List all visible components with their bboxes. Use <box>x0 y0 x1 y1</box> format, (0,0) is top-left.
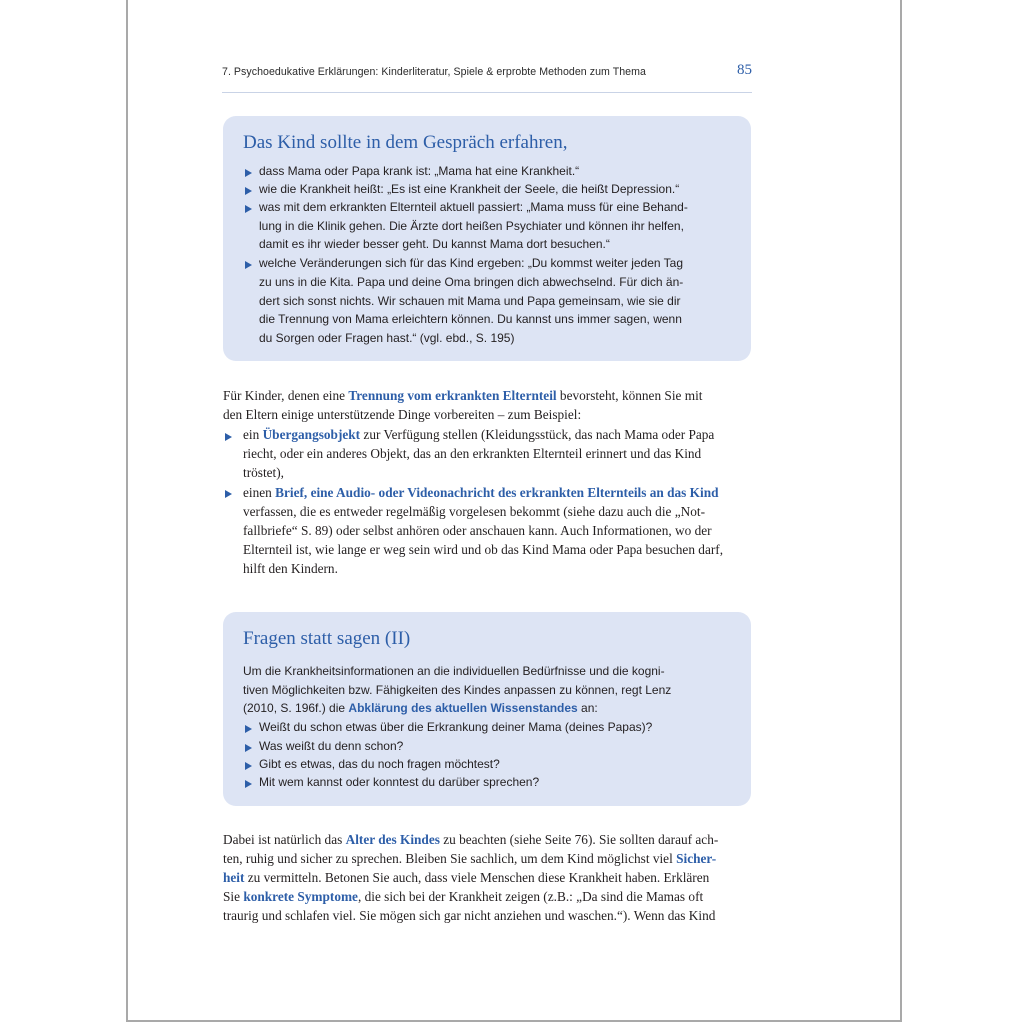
running-header <box>222 62 752 93</box>
text-run: zu beachten (siehe Seite 76). Sie sollten darauf ach- <box>439 832 719 847</box>
text-line: tröstet), <box>243 465 284 480</box>
text-line: riecht, oder ein anderes Objekt, das an den erkrankten Elternteil erinnert und das Kind <box>243 446 702 461</box>
list-item-continuation: lung in die Klinik gehen. Die Ärzte dort heißen Psychiater und können ihr helfen, <box>259 219 684 233</box>
box-title: Fragen statt sagen (II) <box>243 628 411 649</box>
text-line: den Eltern einige unterstützende Dinge vorbereiten – zum Beispiel: <box>223 407 582 422</box>
info-box-conversation <box>223 116 751 361</box>
info-box-questions <box>223 612 751 806</box>
bullet-icon <box>245 169 252 177</box>
list-item: was mit dem erkrankten Elternteil aktuell passiert: „Mama muss für eine Behand- <box>259 200 688 214</box>
bullet-icon <box>245 762 252 770</box>
text-run: , die sich bei der Krankheit zeigen (z.B.: „Da sind die Mamas oft <box>357 889 704 904</box>
text-run: Dabei ist natürlich das <box>223 832 346 847</box>
text-line: hilft den Kindern. <box>243 561 338 576</box>
bullet-icon <box>245 205 252 213</box>
question-item: Weißt du schon etwas über die Erkrankung deiner Mama (deines Papas)? <box>259 720 653 734</box>
text-run: zur Verfügung stellen (Kleidungsstück, das nach Mama oder Papa <box>360 427 715 442</box>
list-item-continuation: zu uns in die Kita. Papa und deine Oma bringen dich abwechselnd. Für dich än- <box>259 275 684 289</box>
bullet-icon <box>245 744 252 752</box>
question-item: Was weißt du denn schon? <box>259 739 404 753</box>
keyword-highlight: Sicher- <box>676 851 717 866</box>
keyword-highlight: Übergangsobjekt <box>262 427 361 442</box>
text-line: tiven Möglichkeiten bzw. Fähigkeiten des Kindes anpassen zu können, regt Lenz <box>243 683 672 697</box>
bullet-icon <box>225 433 232 441</box>
text-run: ten, ruhig und sicher zu sprechen. Bleiben Sie sachlich, um dem Kind möglichst viel <box>223 851 677 866</box>
list-item: wie die Krankheit heißt: „Es ist eine Krankheit der Seele, die heißt Depression.“ <box>259 182 680 196</box>
text-run: Für Kinder, denen eine <box>223 388 349 403</box>
text-line: Elternteil ist, wie lange er weg sein wird und ob das Kind Mama oder Papa besuchen darf, <box>243 542 724 557</box>
page-number: 85 <box>737 62 752 78</box>
box-title: Das Kind sollte in dem Gespräch erfahren, <box>243 132 568 153</box>
keyword-highlight: Trennung vom erkrankten Elternteil <box>348 388 557 403</box>
keyword-highlight: heit <box>223 870 245 885</box>
bullet-icon <box>245 261 252 269</box>
list-item: dass Mama oder Papa krank ist: „Mama hat eine Krankheit.“ <box>259 164 580 178</box>
list-item-continuation: dert sich sonst nichts. Wir schauen mit Mama und Papa gemeinsam, wie sie dir <box>259 294 681 308</box>
text-line: traurig und schlafen viel. Sie mögen sich gar nicht anziehen und waschen.“). Wenn das Kind <box>223 908 716 923</box>
text-line: verfassen, die es entweder regelmäßig vorgelesen bekommt (siehe dazu auch die „Not- <box>243 504 706 519</box>
question-item: Gibt es etwas, das du noch fragen möchtest? <box>259 757 500 771</box>
list-item-continuation: damit es ihr wieder besser geht. Du kannst Mama dort besuchen.“ <box>259 237 610 251</box>
bullet-icon <box>245 780 252 788</box>
text-run: zu vermitteln. Betonen Sie auch, dass viele Menschen diese Krankheit haben. Erklären <box>244 870 710 885</box>
keyword-highlight: konkrete Symptome <box>243 889 358 904</box>
keyword-highlight: Alter des Kindes <box>345 832 440 847</box>
bullet-icon <box>225 490 232 498</box>
text-run: ein <box>243 427 263 442</box>
text-line: fallbriefe“ S. 89) oder selbst anhören oder anschauen kann. Auch Informationen, wo der <box>243 523 712 538</box>
question-item: Mit wem kannst oder konntest du darüber sprechen? <box>259 775 540 789</box>
text-line: Um die Krankheitsinformationen an die individuellen Bedürfnisse und die kogni- <box>243 664 665 678</box>
text-run: an: <box>577 701 598 715</box>
text-run: bevorsteht, können Sie mit <box>556 388 703 403</box>
keyword-highlight: Brief, eine Audio- oder Videonachricht des erkrankten Elternteils an das Kind <box>275 485 719 500</box>
list-item-continuation: die Trennung von Mama erleichtern können. Du kannst uns immer sagen, wenn <box>259 312 682 326</box>
text-run: (2010, S. 196f.) die <box>243 701 349 715</box>
bullet-icon <box>245 725 252 733</box>
keyword-highlight: Abklärung des aktuellen Wissenstandes <box>348 701 578 715</box>
chapter-title: 7. Psychoedukative Erklärungen: Kinderliteratur, Spiele & erprobte Methoden zum Thema <box>222 66 646 78</box>
bullet-icon <box>245 187 252 195</box>
text-run: einen <box>243 485 276 500</box>
list-item: welche Veränderungen sich für das Kind ergeben: „Du kommst weiter jeden Tag <box>259 256 684 270</box>
text-run: Sie <box>223 889 244 904</box>
list-item-continuation: du Sorgen oder Fragen hast.“ (vgl. ebd., S. 195) <box>259 331 515 345</box>
